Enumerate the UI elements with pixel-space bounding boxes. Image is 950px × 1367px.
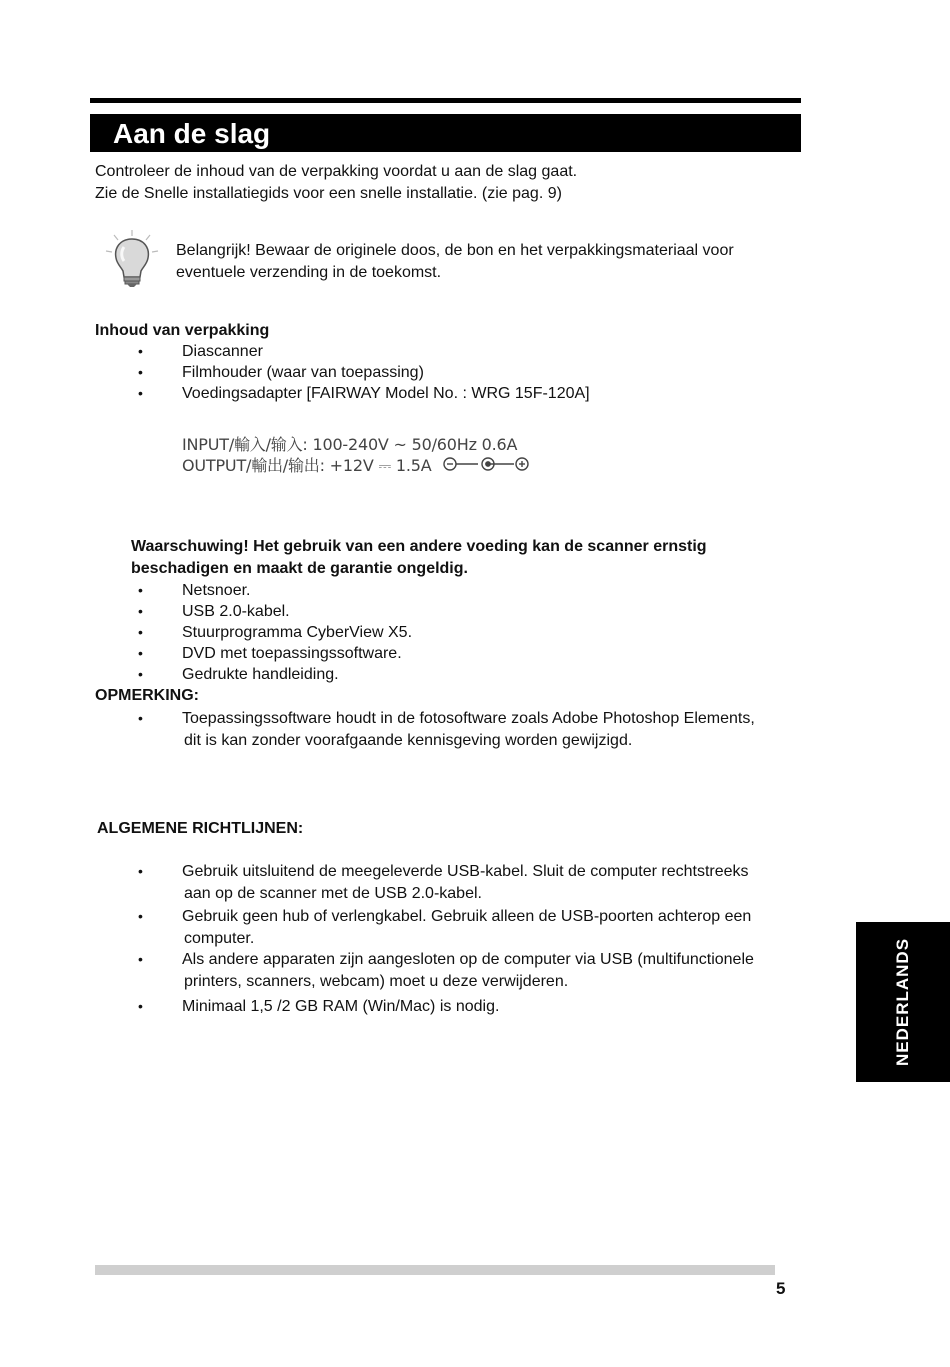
- title-gap: [90, 103, 801, 114]
- footer-rule: [95, 1265, 775, 1275]
- bullet: •: [138, 998, 143, 1014]
- note-line-1: Belangrijk! Bewaar de originele doos, de bon en het verpakkingsmateriaal voor: [176, 242, 734, 259]
- list-item: Gedrukte handleiding.: [182, 666, 339, 683]
- warning-line-2: beschadigen en maakt de garantie ongeldig.: [131, 560, 468, 577]
- bullet: •: [138, 624, 143, 640]
- bullet: •: [138, 951, 143, 967]
- list-item: Voedingsadapter [FAIRWAY Model No. : WRG 15F-120A]: [182, 385, 590, 402]
- intro-line-2: Zie de Snelle installatiegids voor een snelle installatie. (zie pag. 9): [95, 185, 562, 202]
- list-item: Netsnoer.: [182, 582, 251, 599]
- power-output-label: [182, 455, 534, 478]
- bullet: •: [138, 666, 143, 682]
- page-number: 5: [776, 1279, 786, 1298]
- page-title: Aan de slag: [113, 118, 271, 149]
- power-input-label: INPUT/輸入/输入: 100-240V ~ 50/60Hz 0.6A: [182, 435, 518, 454]
- guideline-item-line-1: Minimaal 1,5 /2 GB RAM (Win/Mac) is nodig.: [182, 998, 500, 1015]
- bullet: •: [138, 343, 143, 359]
- bullet: •: [138, 385, 143, 401]
- guideline-item-line-2: computer.: [184, 930, 255, 947]
- lightbulb-icon: [104, 229, 160, 289]
- list-item: USB 2.0-kabel.: [182, 603, 290, 620]
- remark-heading: OPMERKING:: [95, 687, 199, 704]
- guideline-item-line-1: Als andere apparaten zijn aangesloten op de computer via USB (multifunctionele: [182, 951, 754, 968]
- language-side-tab-label: NEDERLANDS: [893, 937, 912, 1067]
- bullet: •: [138, 364, 143, 380]
- list-item: Stuurprogramma CyberView X5.: [182, 624, 413, 641]
- bullet: •: [138, 645, 143, 661]
- guideline-item-line-2: printers, scanners, webcam) moet u deze verwijderen.: [184, 973, 569, 990]
- bullet: •: [138, 710, 143, 726]
- bullet: •: [138, 908, 143, 924]
- guideline-item-line-2: aan op de scanner met de USB 2.0-kabel.: [184, 885, 482, 902]
- bullet: •: [138, 603, 143, 619]
- guidelines-heading: ALGEMENE RICHTLIJNEN:: [97, 820, 304, 837]
- intro-line-1: Controleer de inhoud van de verpakking voordat u aan de slag gaat.: [95, 163, 578, 180]
- bullet: •: [138, 863, 143, 879]
- contents-heading: Inhoud van verpakking: [95, 322, 270, 339]
- list-item: Diascanner: [182, 343, 263, 360]
- power-output-text: OUTPUT/輸出/输出: +12V ⎓ 1.5A: [182, 456, 432, 475]
- guideline-item-line-1: Gebruik geen hub of verlengkabel. Gebruik alleen de USB-poorten achterop een: [182, 908, 752, 925]
- list-item: Filmhouder (waar van toepassing): [182, 364, 424, 381]
- polarity-icon: [442, 455, 534, 478]
- remark-item-line-1: Toepassingssoftware houdt in de fotosoftware zoals Adobe Photoshop Elements,: [182, 710, 755, 727]
- warning-line-1: Waarschuwing! Het gebruik van een andere voeding kan de scanner ernstig: [131, 538, 707, 555]
- bullet: •: [138, 582, 143, 598]
- guideline-item-line-1: Gebruik uitsluitend de meegeleverde USB-kabel. Sluit de computer rechtstreeks: [182, 863, 749, 880]
- remark-item-line-2: dit is kan zonder voorafgaande kennisgeving worden gewijzigd.: [184, 732, 633, 749]
- list-item: DVD met toepassingssoftware.: [182, 645, 402, 662]
- note-line-2: eventuele verzending in de toekomst.: [176, 264, 442, 281]
